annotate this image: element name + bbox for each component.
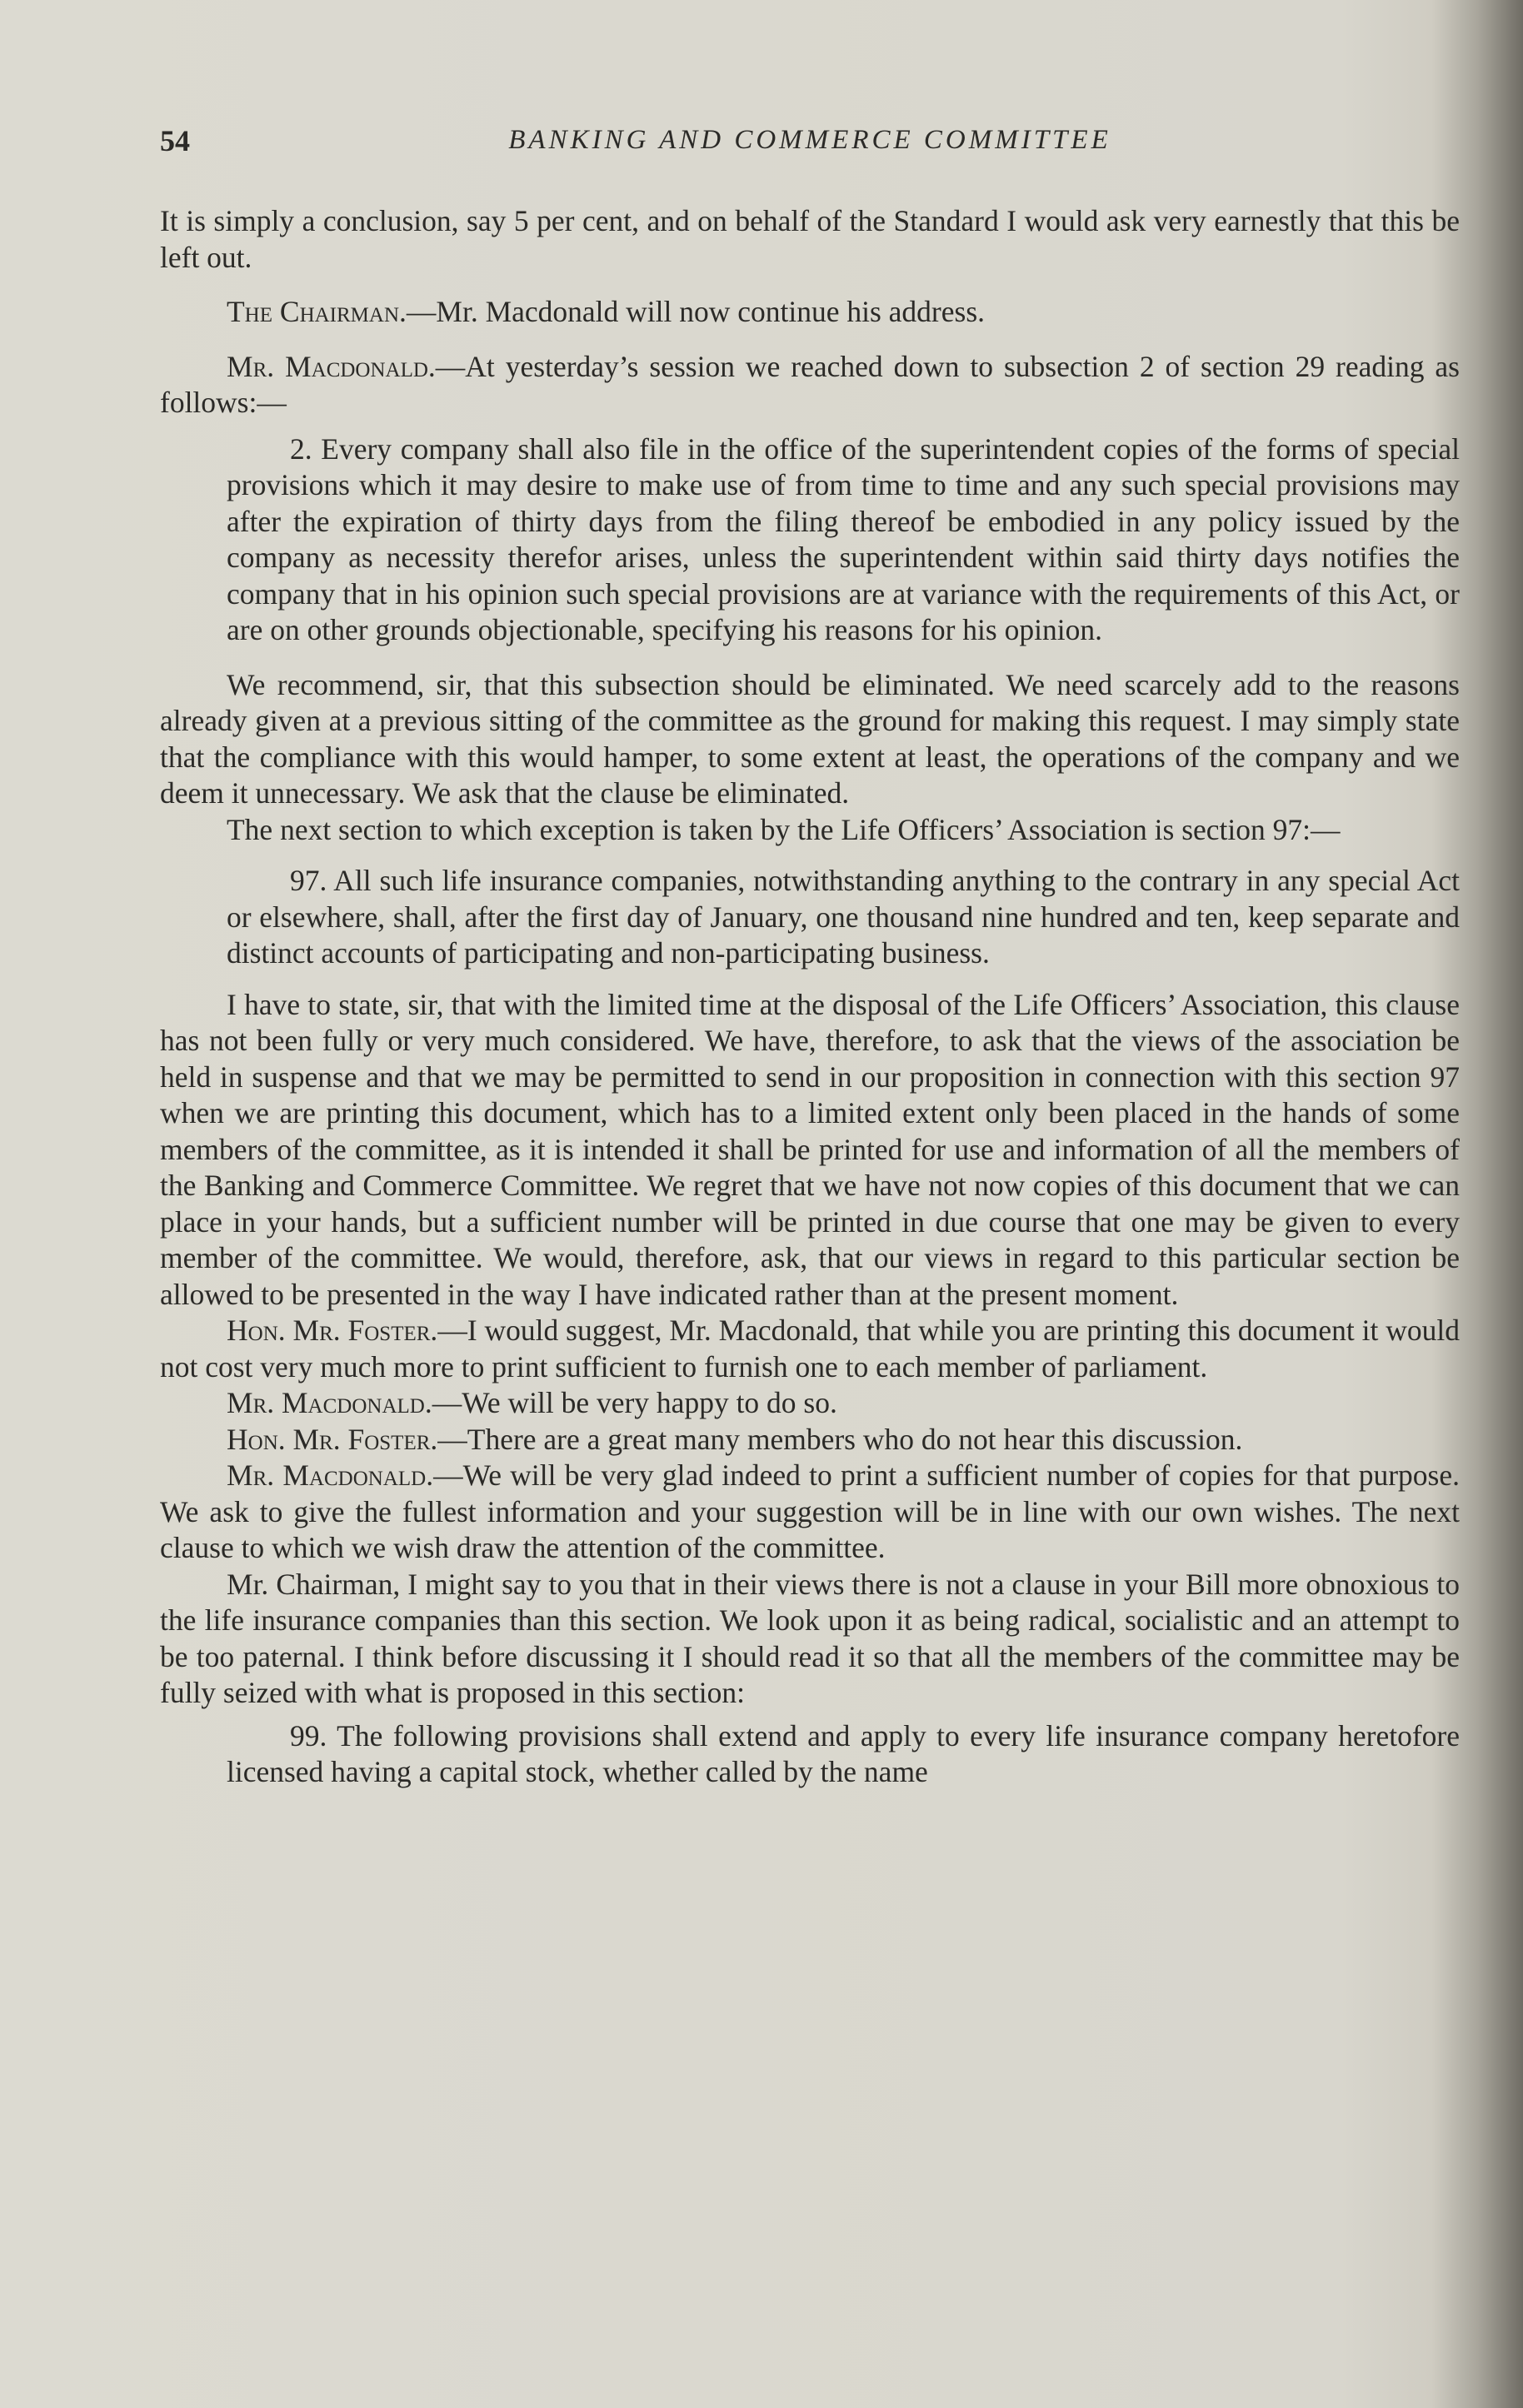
speaker-name: Mr. Macdonald.	[227, 1386, 432, 1419]
speech-text: —We will be very happy to do so.	[432, 1386, 837, 1419]
speech-text: —There are a great many members who do not hear this discussion.	[437, 1422, 1243, 1456]
paragraph	[160, 1313, 1460, 1385]
paragraph	[160, 349, 1460, 421]
paragraph: We recommend, sir, that this subsection should be eliminated. We need scarcely add to the reasons already given at a previous sitting of the committee as the ground for making this request. I may simply state that the compliance with this would hamper, to some extent at least, the operations of the company and we deem it unnecessary. We ask that the clause be eliminated.	[160, 667, 1460, 810]
paragraph	[160, 1422, 1460, 1458]
paragraph: The next section to which exception is taken by the Life Officers’ Association is section 97:—	[227, 812, 1341, 846]
speaker-name: Mr. Macdonald.	[227, 1458, 434, 1492]
paragraph: Mr. Chairman, I might say to you that in their views there is not a clause in your Bill more obnoxious to the life insurance companies than this section. We look upon it as being radical, socialistic and an attempt to be too paternal. I think before discussing it I should read it so that all the members of the committee may be fully seized with what is proposed in this section:	[160, 1567, 1460, 1709]
paragraph: It is simply a conclusion, say 5 per cent, and on behalf of the Standard I would ask very earnestly that this be left out.	[160, 204, 1460, 274]
quoted-clause: 97. All such life insurance companies, notwithstanding anything to the contrary in any special Act or elsewhere, shall, after the first day of January, one thousand nine hundred and ten, keep separate and distinct accounts of participating and non-participating business.	[227, 864, 1460, 970]
speaker-name: The Chairman.	[227, 295, 407, 328]
paragraph	[160, 1458, 1460, 1567]
paragraph	[160, 294, 1460, 331]
speaker-name: Hon. Mr. Foster.	[227, 1314, 438, 1347]
speaker-name: Hon. Mr. Foster.	[227, 1422, 438, 1456]
quoted-clause: 99. The following provisions shall extend and apply to every life insurance company heretofore licensed having a capital stock, whether called by the name	[227, 1718, 1460, 1788]
running-title: BANKING AND COMMERCE COMMITTEE	[508, 125, 1111, 155]
speech-text: —Mr. Macdonald will now continue his address.	[406, 295, 986, 328]
body-text	[160, 203, 1460, 1791]
speech-text: —We will be very glad indeed to print a sufficient number of copies for that purpose. We ask to give the fullest information and your suggestion will be in line with our own wishes. The next clause to which we wish draw the attention of the committee.	[160, 1458, 1460, 1564]
paragraph: I have to state, sir, that with the limited time at the disposal of the Life Officers’ Association, this clause has not been fully or very much considered. We have, therefore, to ask that the views of the association be held in suspense and that we may be permitted to send in our proposition in connection with this section 97 when we are printing this document, which has to a limited extent only been placed in the hands of some members of the committee, as it is intended it shall be printed for use and information of all the members of the Banking and Commerce Committee. We regret that we have not now copies of this document that we can place in your hands, but a sufficient number will be printed in due course that one may be given to every member of the committee. We would, therefore, ask, that our views in regard to this particular section be allowed to be presented in the way I have indicated rather than at the present moment.	[160, 987, 1460, 1311]
speech-text: —I would suggest, Mr. Macdonald, that while you are printing this document it would not cost very much more to print sufficient to furnish one to each member of parliament.	[160, 1314, 1461, 1383]
speech-text: —At yesterday’s session we reached down to subsection 2 of section 29 reading as follows:—	[160, 349, 1461, 419]
paragraph	[160, 1385, 1460, 1422]
running-header	[160, 123, 1460, 160]
quoted-clause: 2. Every company shall also file in the office of the superintendent copies of the forms of special provisions which it may desire to make use of from time to time and any such special provisions may after the expiration of thirty days from the filing thereof be embodied in any policy issued by the company as necessity therefor arises, unless the superintendent within said thirty days notifies the company that in his opinion such special provisions are at variance with the requirements of this Act, or are on other grounds objectionable, specifying his reasons for his opinion.	[227, 431, 1460, 646]
page-number: 54	[160, 124, 190, 157]
speaker-name: Mr. Macdonald.	[227, 349, 436, 383]
